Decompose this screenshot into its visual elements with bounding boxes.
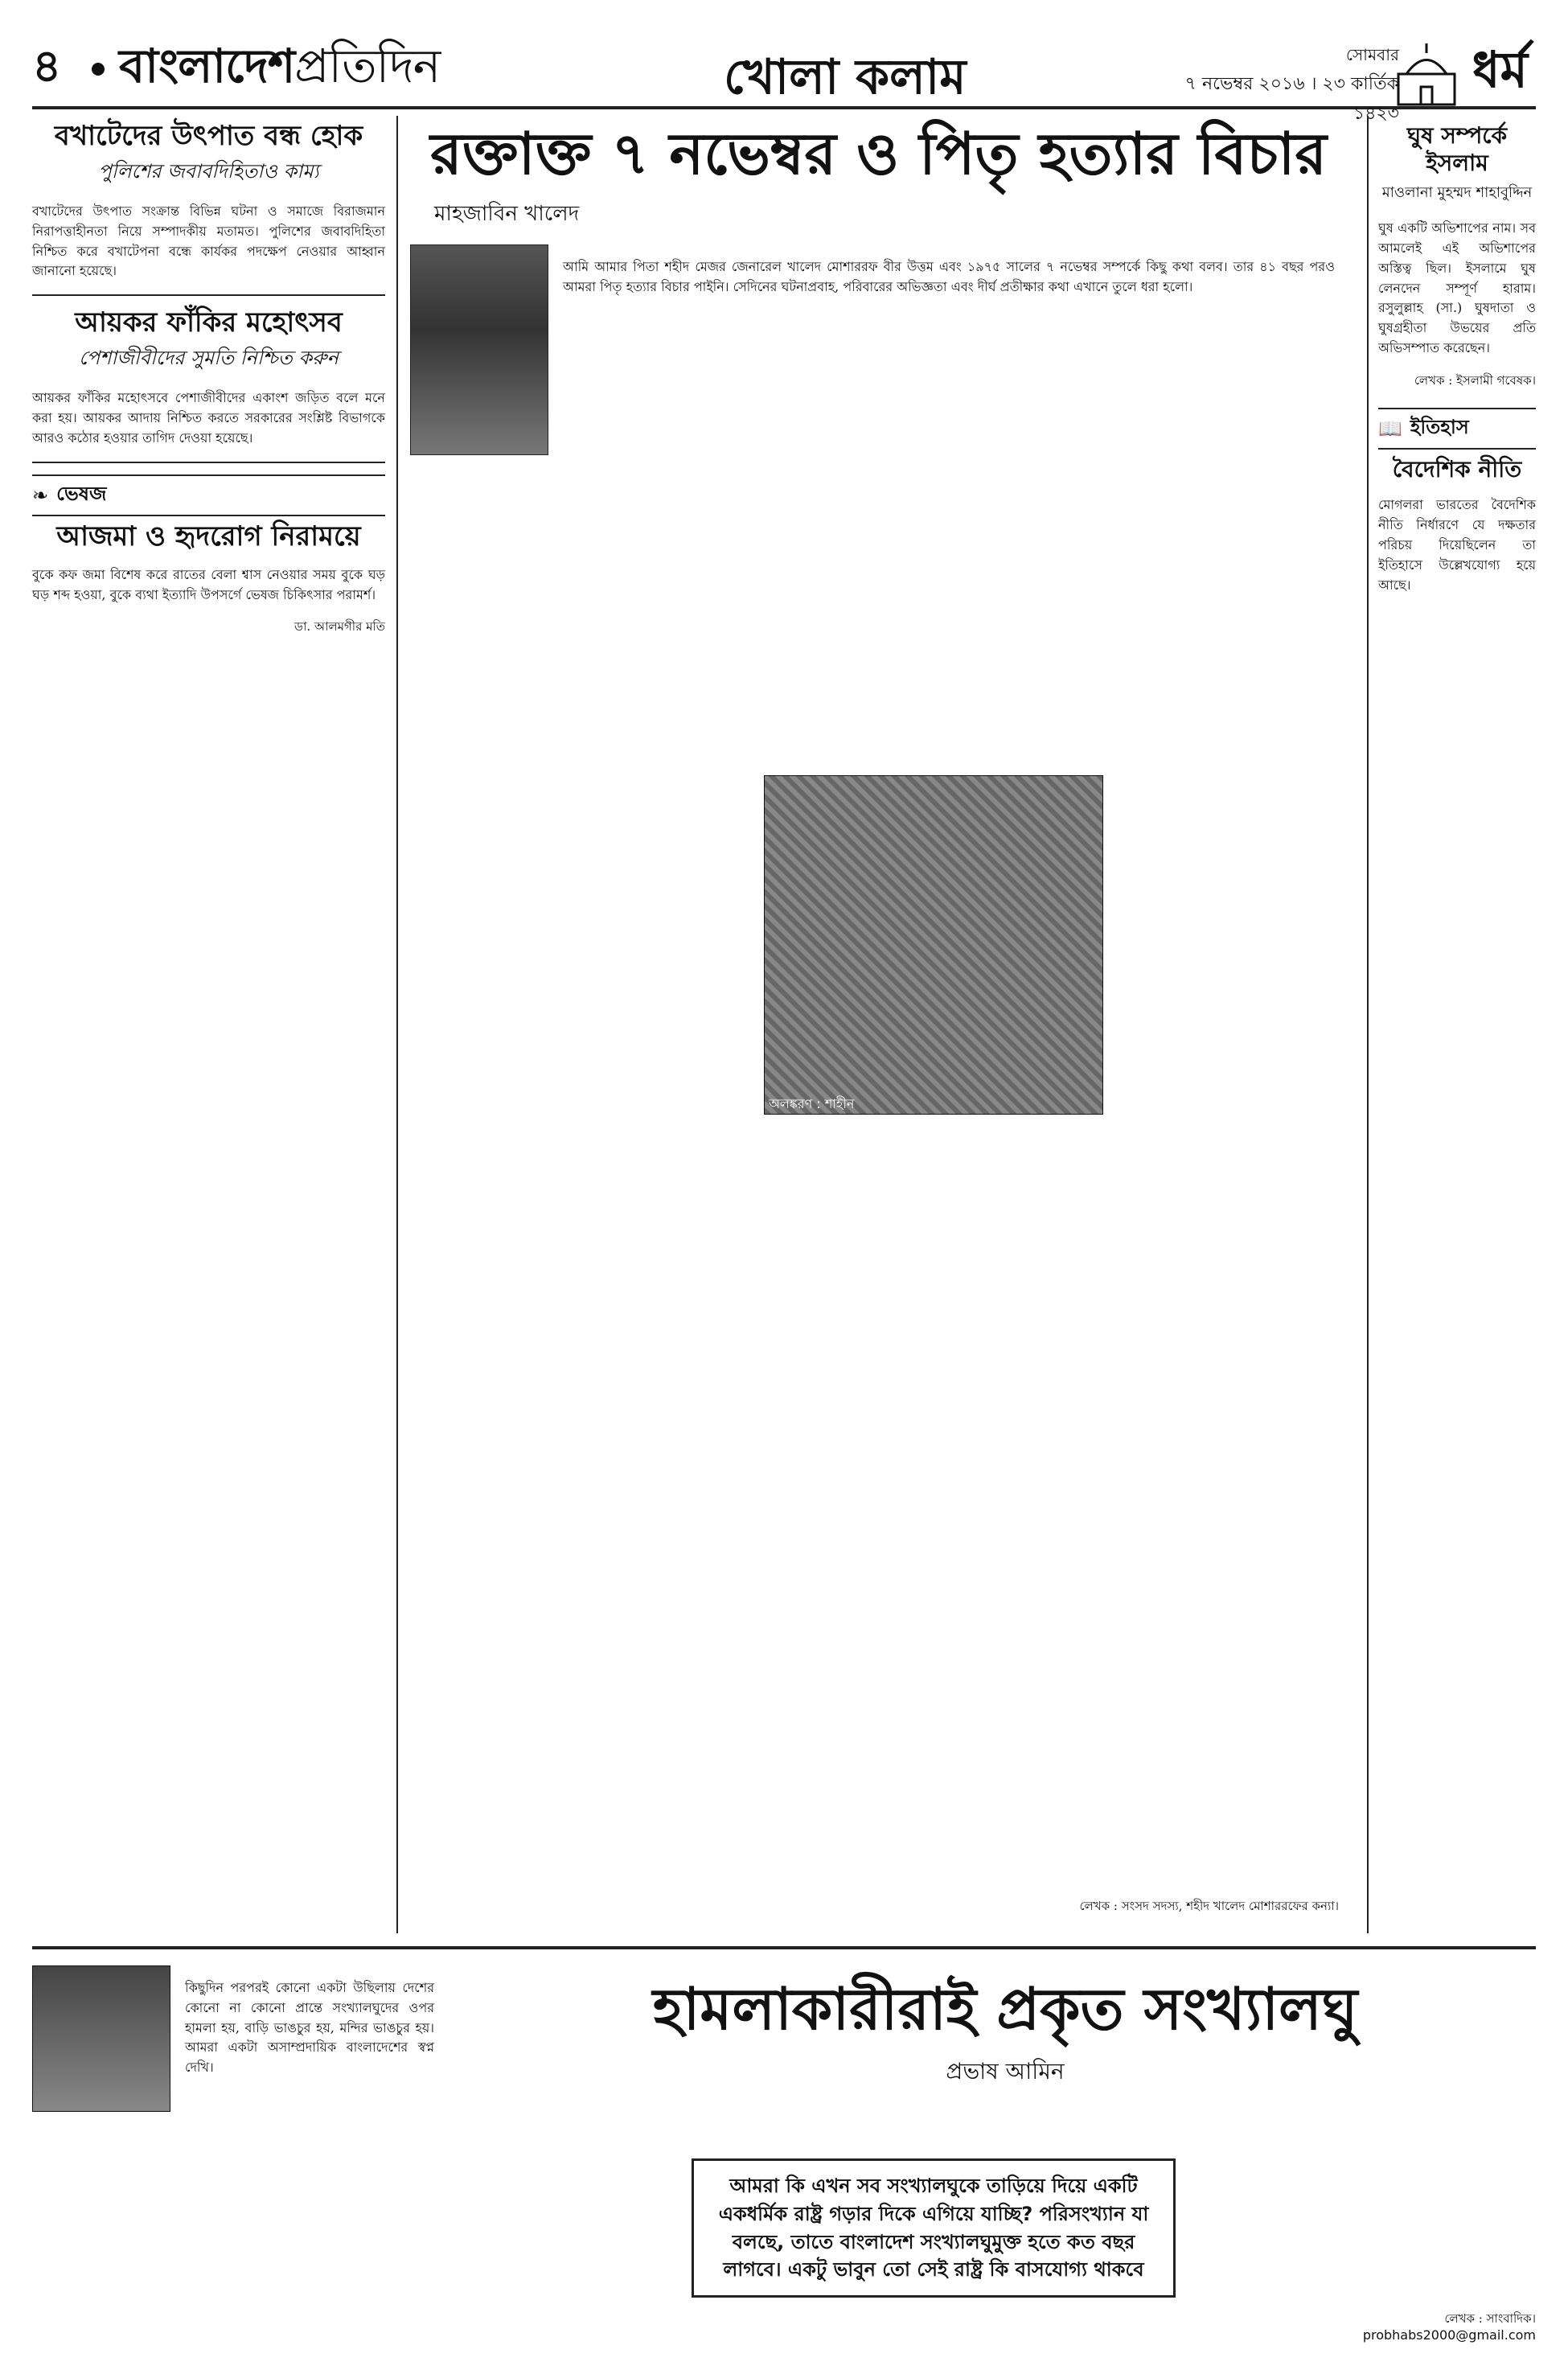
health-author: ডা. আলমগীর মতি (294, 619, 385, 635)
bottom-author-photo (32, 1965, 170, 2112)
bottom-article-body: কিছুদিন পরপরই কোনো একটা উছিলায় দেশের কোনো না কোনো প্রান্তে সংখ্যালঘুদের ওপর হামলা হয়, বাড়ি ভাঙচুর হয়, মন্দির ভাঙচুর হয়। আমরা একটা অসাম্প্রদায়িক বাংলাদেশের স্বপ্ন দেখি। (185, 1980, 434, 2076)
brand-logo: বাংলাদেশপ্রতিদিন (119, 38, 441, 93)
religion-headline: ঘুষ সম্পর্কে ইসলাম (1406, 122, 1508, 176)
section-title: খোলা কলাম (724, 49, 967, 105)
author-email: probhabs2000@gmail.com (1362, 2327, 1536, 2343)
religion-body: ঘুষ একটি অভিশাপের নাম। সব আমলেই এই অভিশাপের অস্তিত্ব ছিল। ইসলামে ঘুষ লেনদেন সম্পূর্ণ হারাম। রসুলুল্লাহ (সা.) ঘুষদাতা ও ঘুষগ্রহীতা উভয়ের প্রতি অভিসম্পাত করেছেন। (1378, 220, 1536, 355)
bullet-dot (92, 63, 105, 76)
bottom-article (32, 1946, 1536, 2351)
editorial-body-2: আয়কর ফাঁকির মহোৎসবে পেশাজীবীদের একাংশ জড়িত বলে মনে করা হয়। আয়কর আদায় নিশ্চিত করতে সরকারের সংশ্লিষ্ট বিভাগকে আরও কঠোর হওয়ার তাগিদ দেওয়া হয়েছে। (32, 390, 385, 446)
editorial-headline-2: আয়কর ফাঁকির মহোৎসব (75, 306, 343, 339)
health-body: বুকে কফ জমা বিশেষ করে রাতের বেলা শ্বাস নেওয়ার সময় বুকে ঘড় ঘড় শব্দ হওয়া, বুকে ব্যথা ইত্যাদি উপসর্গে ভেষজ চিকিৎসার পরামর্শ। (32, 566, 385, 602)
editorial-headline-1: বখাটেদের উৎপাত বন্ধ হোক (54, 120, 363, 152)
middle-column (410, 116, 1347, 1933)
health-headline: আজমা ও হৃদরোগ নিরাময়ে (56, 520, 361, 552)
main-article-body: আমি আমার পিতা শহীদ মেজর জেনারেল খালেদ মোশাররফ বীর উত্তম এবং ১৯৭৫ সালের ৭ নভেম্বর সম্পর্কে কিছু কথা বলব। তার ৪১ বছর পরও আমরা পিতৃ হত্যার বিচার পাইনি। সেদিনের ঘটনাপ্রবাহ, পরিবারের অভিজ্ঞতা এবং দীর্ঘ প্রতীক্ষার কথা এখানে তুলে ধরা হলো। (563, 259, 1335, 294)
history-headline: বৈদেশিক নীতি (1392, 455, 1522, 483)
editorial-subhead-1: পুলিশের জবাবদিহিতাও কাম্য (98, 160, 319, 183)
religion-author: মাওলানা মুহম্মদ শাহাবুদ্দিন (1381, 184, 1533, 202)
left-column (32, 116, 398, 1933)
main-article-signature: লেখক : সংসদ সদস্য, শহীদ খালেদ মোশাররফের কন্যা। (1079, 1899, 1339, 1913)
main-headline: রক্তাক্ত ৭ নভেম্বর ও পিতৃ হত্যার বিচার (430, 120, 1327, 187)
book-icon: 📖 (1378, 417, 1402, 440)
leaf-icon: ❧ (32, 483, 49, 507)
history-body: মোগলরা ভারতের বৈদেশিক নীতি নির্ধারণে যে দক্ষতার পরিচয় দিয়েছিলেন তা ইতিহাসে উল্লেখযোগ্য হয়ে আছে। (1378, 497, 1536, 593)
religion-signature: লেখক : ইসলামী গবেষক। (1414, 372, 1536, 388)
mosque-icon (1390, 42, 1463, 106)
main-byline: মাহজাবিন খালেদ (434, 202, 580, 227)
bottom-byline: প্রভাষ আমিন (946, 2058, 1065, 2084)
divider (32, 462, 385, 463)
right-section-title: ধর্ম (1472, 40, 1528, 99)
right-column (1367, 116, 1536, 1933)
history-title: ইতিহাস (1410, 415, 1469, 438)
day-label: সোমবার (1345, 45, 1399, 64)
pull-quote: আমরা কি এখন সব সংখ্যালঘুকে তাড়িয়ে দিয়ে একটি একধর্মিক রাষ্ট্র গড়ার দিকে এগিয়ে যাচ্ছি? পরিসংখ্যান যা বলছে, তাতে বাংলাদেশ সংখ্যালঘুমুক্ত হতে কত বছর লাগবে। একটু ভাবুন তো সেই রাষ্ট্র কি বাসযোগ্য থাকবে (692, 2158, 1176, 2298)
bottom-headline: হামলাকারীরাই প্রকৃত সংখ্যালঘু (652, 1975, 1358, 2043)
date-label: ৭ নভেম্বর ২০১৬ । ২৩ কার্তিক ১৪২৩ (1184, 74, 1399, 124)
bottom-signature: লেখক : সাংবাদিক। (1444, 2311, 1536, 2326)
health-box-header (32, 474, 385, 516)
dharma-section-header (1390, 32, 1528, 115)
page-number: ৪ (32, 40, 62, 92)
divider (32, 294, 385, 296)
editorial-subhead-2: পেশাজীবীদের সুমতি নিশ্চিত করুন (79, 347, 339, 370)
illustration-caption: অলঙ্করণ : শাহীন (769, 1096, 855, 1111)
masthead (32, 32, 1536, 124)
history-box-header (1378, 408, 1536, 450)
health-box-title: ভেষজ (56, 482, 107, 505)
main-illustration (764, 775, 1103, 1115)
author-photo (410, 244, 548, 455)
editorial-body-1: বখাটেদের উৎপাত সংক্রান্ত বিভিন্ন ঘটনা ও সমাজে বিরাজমান নিরাপত্তাহীনতা নিয়ে সম্পাদকীয় মতামত। পুলিশের জবাবদিহিতা নিশ্চিত করে বখাটেপনা বন্ধে কার্যকর পদক্ষেপ নেওয়ার আহ্বান জানানো হয়েছে। (32, 203, 385, 279)
